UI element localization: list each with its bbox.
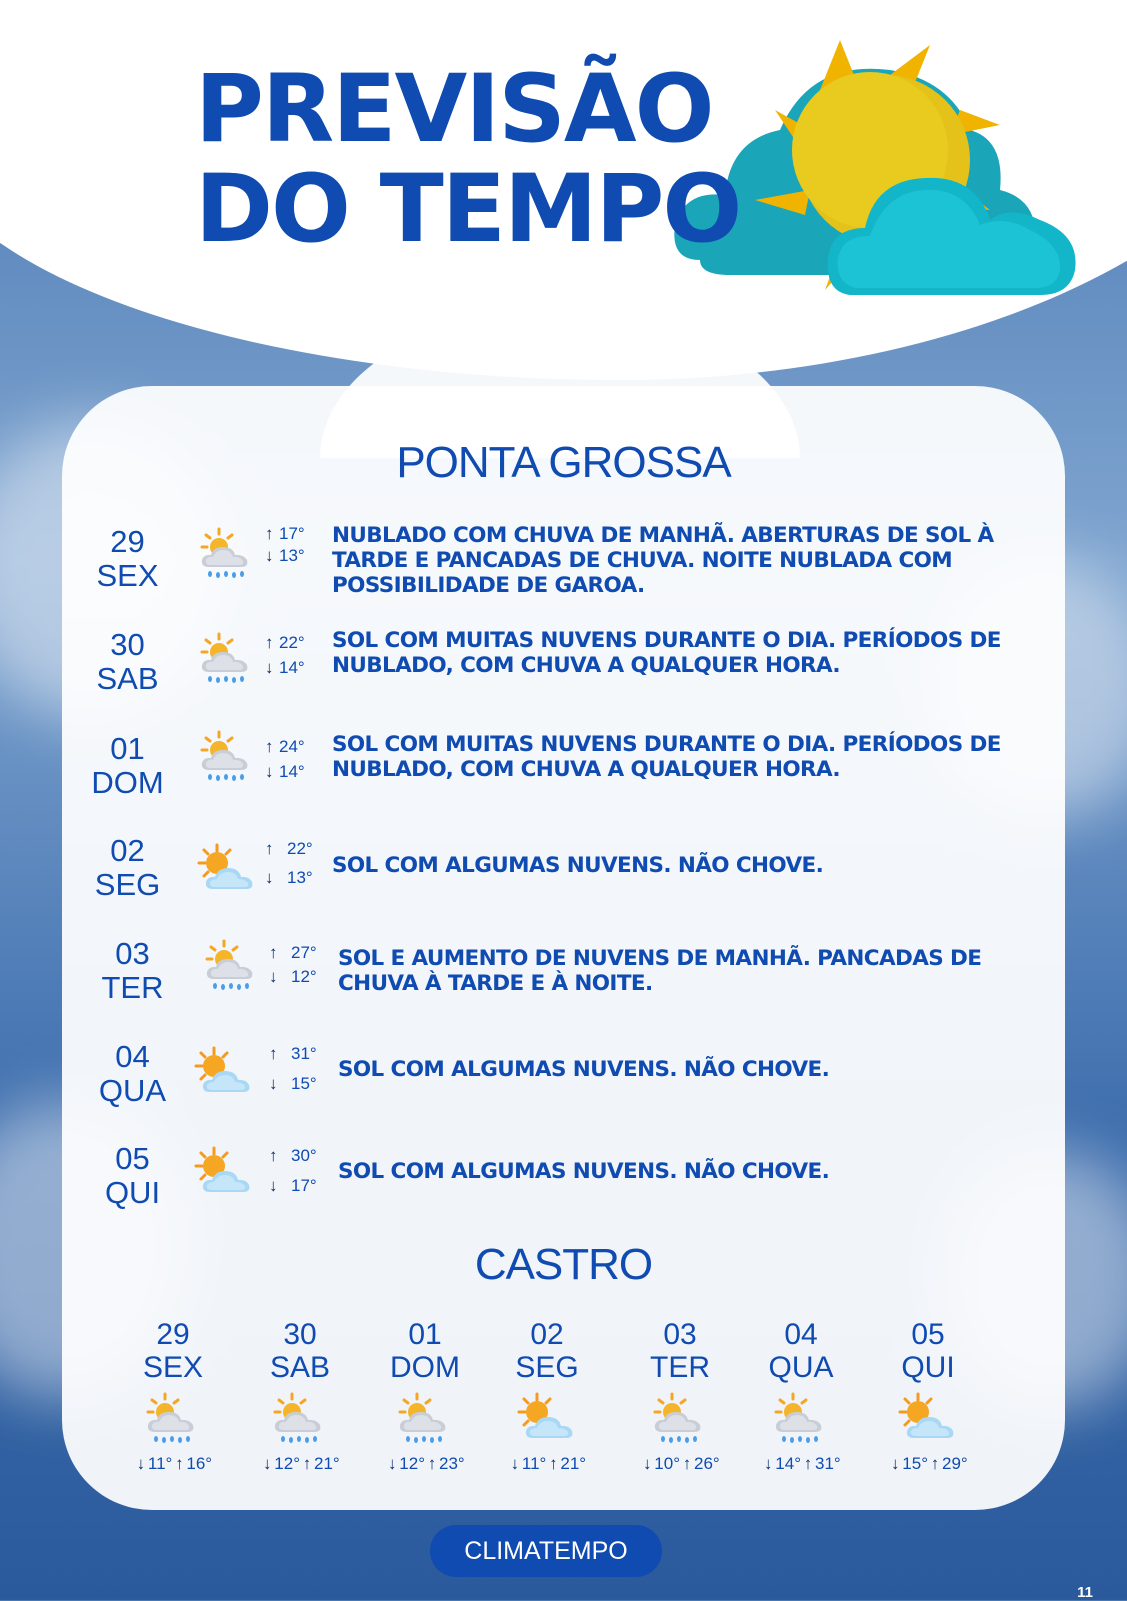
arrow-up-icon: ↑ <box>682 1454 692 1473</box>
sun-cloud-rain-icon <box>769 1388 833 1452</box>
forecast-description: SOL COM ALGUMAS NUVENS. NÃO CHOVE. <box>332 853 824 878</box>
sun-cloud-rain-icon <box>195 726 259 790</box>
arrow-up-icon: ↑ <box>427 1454 437 1473</box>
forecast-date: 29 SEX <box>96 524 159 593</box>
castro-date: 04 <box>784 1318 818 1351</box>
forecast-date: 30 SAB <box>96 627 159 696</box>
temperature-range: ↓ 14° ↑ 31° <box>746 1454 856 1474</box>
arrow-up-icon: ↑ <box>265 839 274 858</box>
arrow-down-icon: ↓ <box>643 1454 652 1473</box>
sun-cloud-rain-icon <box>268 1388 332 1452</box>
forecast-date: 04 QUA <box>98 1039 167 1108</box>
sun-cloud-rain-icon <box>648 1388 712 1452</box>
castro-weekday: QUA <box>768 1351 834 1384</box>
castro-date: 30 <box>283 1318 317 1351</box>
castro-weekday: TER <box>650 1351 710 1384</box>
temperature-range: ↓ 11° ↑ 21° <box>492 1454 602 1474</box>
forecast-description: SOL COM MUITAS NUVENS DURANTE O DIA. PERÍODOS DE NUBLADO, COM CHUVA A QUALQUER HORA. <box>332 628 1001 678</box>
forecast-description: NUBLADO COM CHUVA DE MANHÃ. ABERTURAS DE SOL À TARDE E PANCADAS DE CHUVA. NOITE NUBLADA COM POSSIBILIDADE DE GAROA. <box>332 523 994 598</box>
arrow-up-icon: ↑ <box>269 1044 278 1063</box>
sun-cloud-rain-icon <box>195 523 259 587</box>
castro-day-column <box>118 1318 228 1474</box>
forecast-row: 01 DOM ↑ 24° ↓ 14° SOL COM MUITAS NUVENS DURANTE O DIA. PERÍODOS DE NUBLADO, COM CHUVA A QUALQUER HORA. <box>80 732 1040 822</box>
arrow-up-icon: ↑ <box>265 524 274 543</box>
forecast-date: 05 QUI <box>104 1141 161 1210</box>
temperature-range: ↓ 11° ↑ 16° <box>118 1454 228 1474</box>
temperature-range: ↓ 10° ↑ 26° <box>625 1454 735 1474</box>
forecast-row: 02 SEG ↑ 22° ↓ 13° SOL COM ALGUMAS NUVENS. NÃO CHOVE. <box>80 834 1040 924</box>
arrow-up-icon: ↑ <box>269 1146 278 1165</box>
arrow-up-icon: ↑ <box>269 943 278 962</box>
arrow-up-icon: ↑ <box>175 1454 184 1473</box>
temperature-range: ↓ 12° ↑ 21° <box>245 1454 355 1474</box>
castro-date: 29 <box>156 1318 190 1351</box>
temperature-range: ↓ 12° ↑ 23° <box>370 1454 480 1474</box>
arrow-down-icon: ↓ <box>265 658 274 677</box>
arrow-down-icon: ↓ <box>265 546 274 565</box>
forecast-description: SOL COM ALGUMAS NUVENS. NÃO CHOVE. <box>338 1057 830 1082</box>
castro-day-column <box>492 1318 602 1474</box>
castro-weekday: DOM <box>390 1351 460 1384</box>
castro-weekday: QUI <box>901 1351 955 1384</box>
forecast-date: 03 TER <box>101 936 164 1005</box>
forecast-row: 05 QUI ↑ 30° ↓ 17° SOL COM ALGUMAS NUVENS. NÃO CHOVE. <box>80 1142 1040 1232</box>
page-number: 11 <box>1077 1584 1093 1601</box>
arrow-down-icon: ↓ <box>269 967 278 986</box>
arrow-up-icon: ↑ <box>803 1454 813 1473</box>
sun-cloud-rain-icon <box>141 1388 205 1452</box>
castro-weekday: SAB <box>269 1351 331 1384</box>
arrow-down-icon: ↓ <box>265 762 274 781</box>
sun-cloud-rain-icon <box>393 1388 457 1452</box>
forecast-date: 01 DOM <box>91 731 164 800</box>
sun-cloud-icon <box>195 839 259 903</box>
arrow-up-icon: ↑ <box>930 1454 940 1473</box>
castro-day-column <box>873 1318 983 1474</box>
castro-weekday: SEG <box>515 1351 579 1384</box>
castro-day-column <box>746 1318 856 1474</box>
arrow-down-icon: ↓ <box>510 1454 520 1473</box>
arrow-down-icon: ↓ <box>265 868 274 887</box>
castro-day-column <box>625 1318 735 1474</box>
arrow-up-icon: ↑ <box>549 1454 558 1473</box>
castro-date: 01 <box>408 1318 442 1351</box>
forecast-description: SOL E AUMENTO DE NUVENS DE MANHÃ. PANCADAS DE CHUVA À TARDE E À NOITE. <box>338 946 982 996</box>
temperature-range: ↓ 15° ↑ 29° <box>873 1454 983 1474</box>
forecast-description: SOL COM MUITAS NUVENS DURANTE O DIA. PERÍODOS DE NUBLADO, COM CHUVA A QUALQUER HORA. <box>332 732 1001 782</box>
arrow-down-icon: ↓ <box>263 1454 272 1473</box>
castro-weekday: SEX <box>142 1351 204 1384</box>
sun-cloud-icon <box>515 1388 579 1452</box>
city-title-castro: CASTRO <box>474 1240 653 1289</box>
forecast-row: 29 SEX ↑ 17° ↓ 13° NUBLADO COM CHUVA DE MANHÃ. ABERTURAS DE SOL À TARDE E PANCADAS DE CHUVA. NOITE NUBLADA COM POSSIBILIDADE DE GAROA. <box>80 525 1040 615</box>
source-badge: CLIMATEMPO <box>430 1525 662 1577</box>
forecast-row: 03 TER ↑ 27° ↓ 12° SOL E AUMENTO DE NUVENS DE MANHÃ. PANCADAS DE CHUVA À TARDE E À NOITE. <box>80 937 1040 1027</box>
castro-date: 05 <box>911 1318 945 1351</box>
arrow-down-icon: ↓ <box>136 1454 146 1473</box>
forecast-row: 30 SAB ↑ 22° ↓ 14° SOL COM MUITAS NUVENS DURANTE O DIA. PERÍODOS DE NUBLADO, COM CHUVA A QUALQUER HORA. <box>80 628 1040 718</box>
forecast-row: 04 QUA ↑ 31° ↓ 15° SOL COM ALGUMAS NUVENS. NÃO CHOVE. <box>80 1040 1040 1130</box>
arrow-up-icon: ↑ <box>265 737 274 756</box>
arrow-down-icon: ↓ <box>388 1454 397 1473</box>
arrow-down-icon: ↓ <box>269 1176 278 1195</box>
castro-day-column <box>245 1318 355 1474</box>
castro-date: 03 <box>663 1318 697 1351</box>
arrow-up-icon: ↑ <box>302 1454 312 1473</box>
castro-day-column <box>370 1318 480 1474</box>
sun-cloud-icon <box>192 1142 256 1206</box>
sun-cloud-icon <box>192 1042 256 1106</box>
forecast-description: SOL COM ALGUMAS NUVENS. NÃO CHOVE. <box>338 1159 830 1184</box>
sun-cloud-rain-icon <box>195 628 259 692</box>
arrow-down-icon: ↓ <box>891 1454 900 1473</box>
arrow-down-icon: ↓ <box>764 1454 773 1473</box>
page-title: PREVISÃO DO TEMPO <box>195 55 741 264</box>
arrow-down-icon: ↓ <box>269 1074 278 1093</box>
city-title-ponta-grossa: PONTA GROSSA <box>396 438 731 487</box>
arrow-up-icon: ↑ <box>265 633 274 652</box>
castro-date: 02 <box>530 1318 564 1351</box>
sun-cloud-rain-icon <box>200 935 264 999</box>
sun-cloud-icon <box>896 1388 960 1452</box>
forecast-date: 02 SEG <box>94 833 161 902</box>
